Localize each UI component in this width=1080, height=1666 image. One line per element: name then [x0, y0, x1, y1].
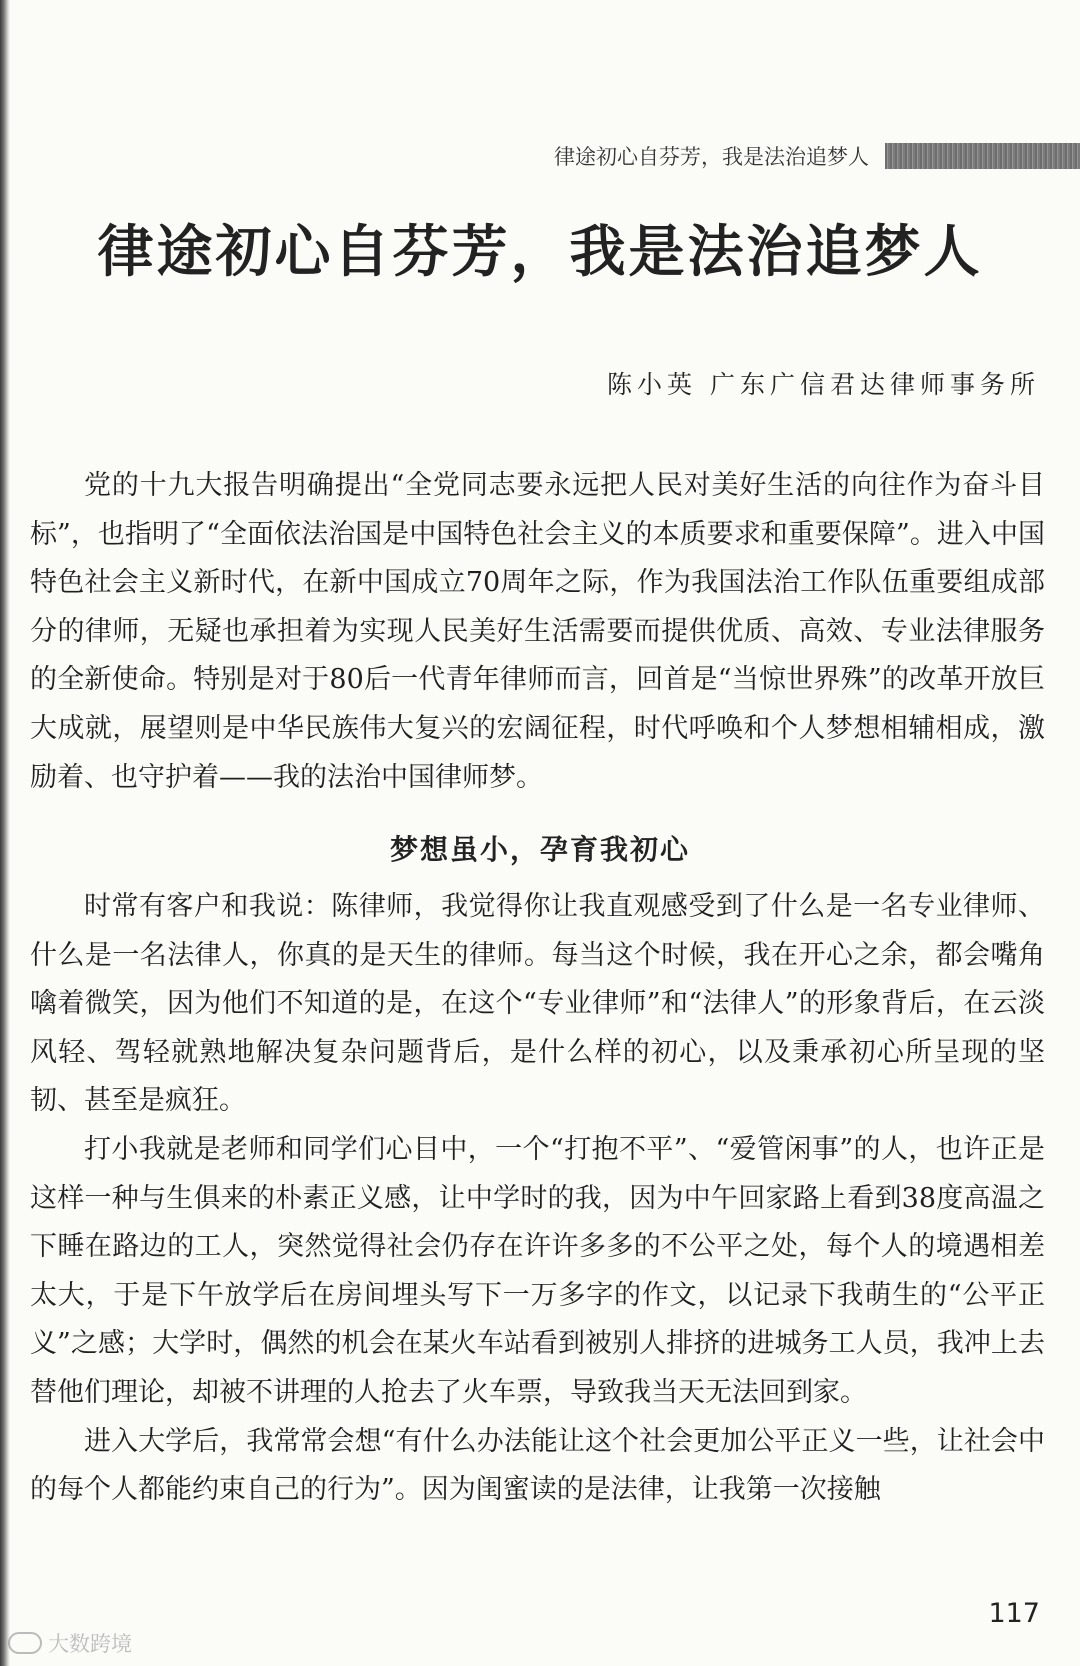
section-heading: 梦想虽小，孕育我初心: [389, 833, 690, 866]
article-title: 律途初心自芬芳，我是法治追梦人: [97, 219, 983, 285]
running-header-text: 律途初心自芬芳，我是法治追梦人: [554, 145, 869, 169]
paragraph: 时常有客户和我说：陈律师，我觉得你让我直观感受到了什么是一名专业律师、什么是一名法律人，你真的是天生的律师。每当这个时候，我在开心之余，都会嘴角噙着微笑，因为他们不知道的是，在这个“专业律师”和“法律人”的形象背后，在云淡风轻、驾轻就熟地解决复杂问题背后，是什么样的初心，以及秉承初心所呈现的坚韧、甚至是疯狂。: [30, 891, 1045, 1117]
paragraph: 党的十九大报告明确提出“全党同志要永远把人民对美好生活的向往作为奋斗目标”，也指明了“全面依法治国是中国特色社会主义的本质要求和重要保障”。进入中国特色社会主义新时代，在新中国成立70周年之际，作为我国法治工作队伍重要组成部分的律师，无疑也承担着为实现人民美好生活需要而提供优质、高效、专业法律服务的全新使命。特别是对于80后一代青年律师而言，回首是“当惊世界殊”的改革开放巨大成就，展望则是中华民族伟大复兴的宏阔征程，时代呼唤和个人梦想相辅相成，激励着、也守护着——我的法治中国律师梦。: [30, 470, 1045, 793]
watermark: [8, 1628, 132, 1658]
page-number: 117: [988, 1598, 1040, 1629]
running-header-bar: [885, 143, 1080, 169]
running-header: [554, 138, 1080, 174]
paragraph: 打小我就是老师和同学们心目中，一个“打抱不平”、“爱管闲事”的人，也许正是这样一种与生俱来的朴素正义感，让中学时的我，因为中午回家路上看到38度高温之下睡在路边的工人，突然觉得社会仍存在许许多多的不公平之处，每个人的境遇相差太大，于是下午放学后在房间埋头写下一万多字的作文，以记录下我萌生的“公平正义”之感；大学时，偶然的机会在某火车站看到被别人排挤的进城务工人员，我冲上去替他们理论，却被不讲理的人抢去了火车票，导致我当天无法回到家。: [30, 1133, 1045, 1408]
section-text: [30, 883, 1045, 1515]
intro-text: [30, 462, 1045, 802]
watermark-text: 大数跨境: [48, 1632, 132, 1656]
paragraph: 进入大学后，我常常会想“有什么办法能让这个社会更加公平正义一些，让社会中的每个人都能约束自己的行为”。因为闺蜜读的是法律，让我第一次接触: [30, 1425, 1045, 1506]
watermark-logo-icon: [8, 1632, 42, 1654]
author-byline: 陈小英 广东广信君达律师事务所: [607, 370, 1040, 399]
